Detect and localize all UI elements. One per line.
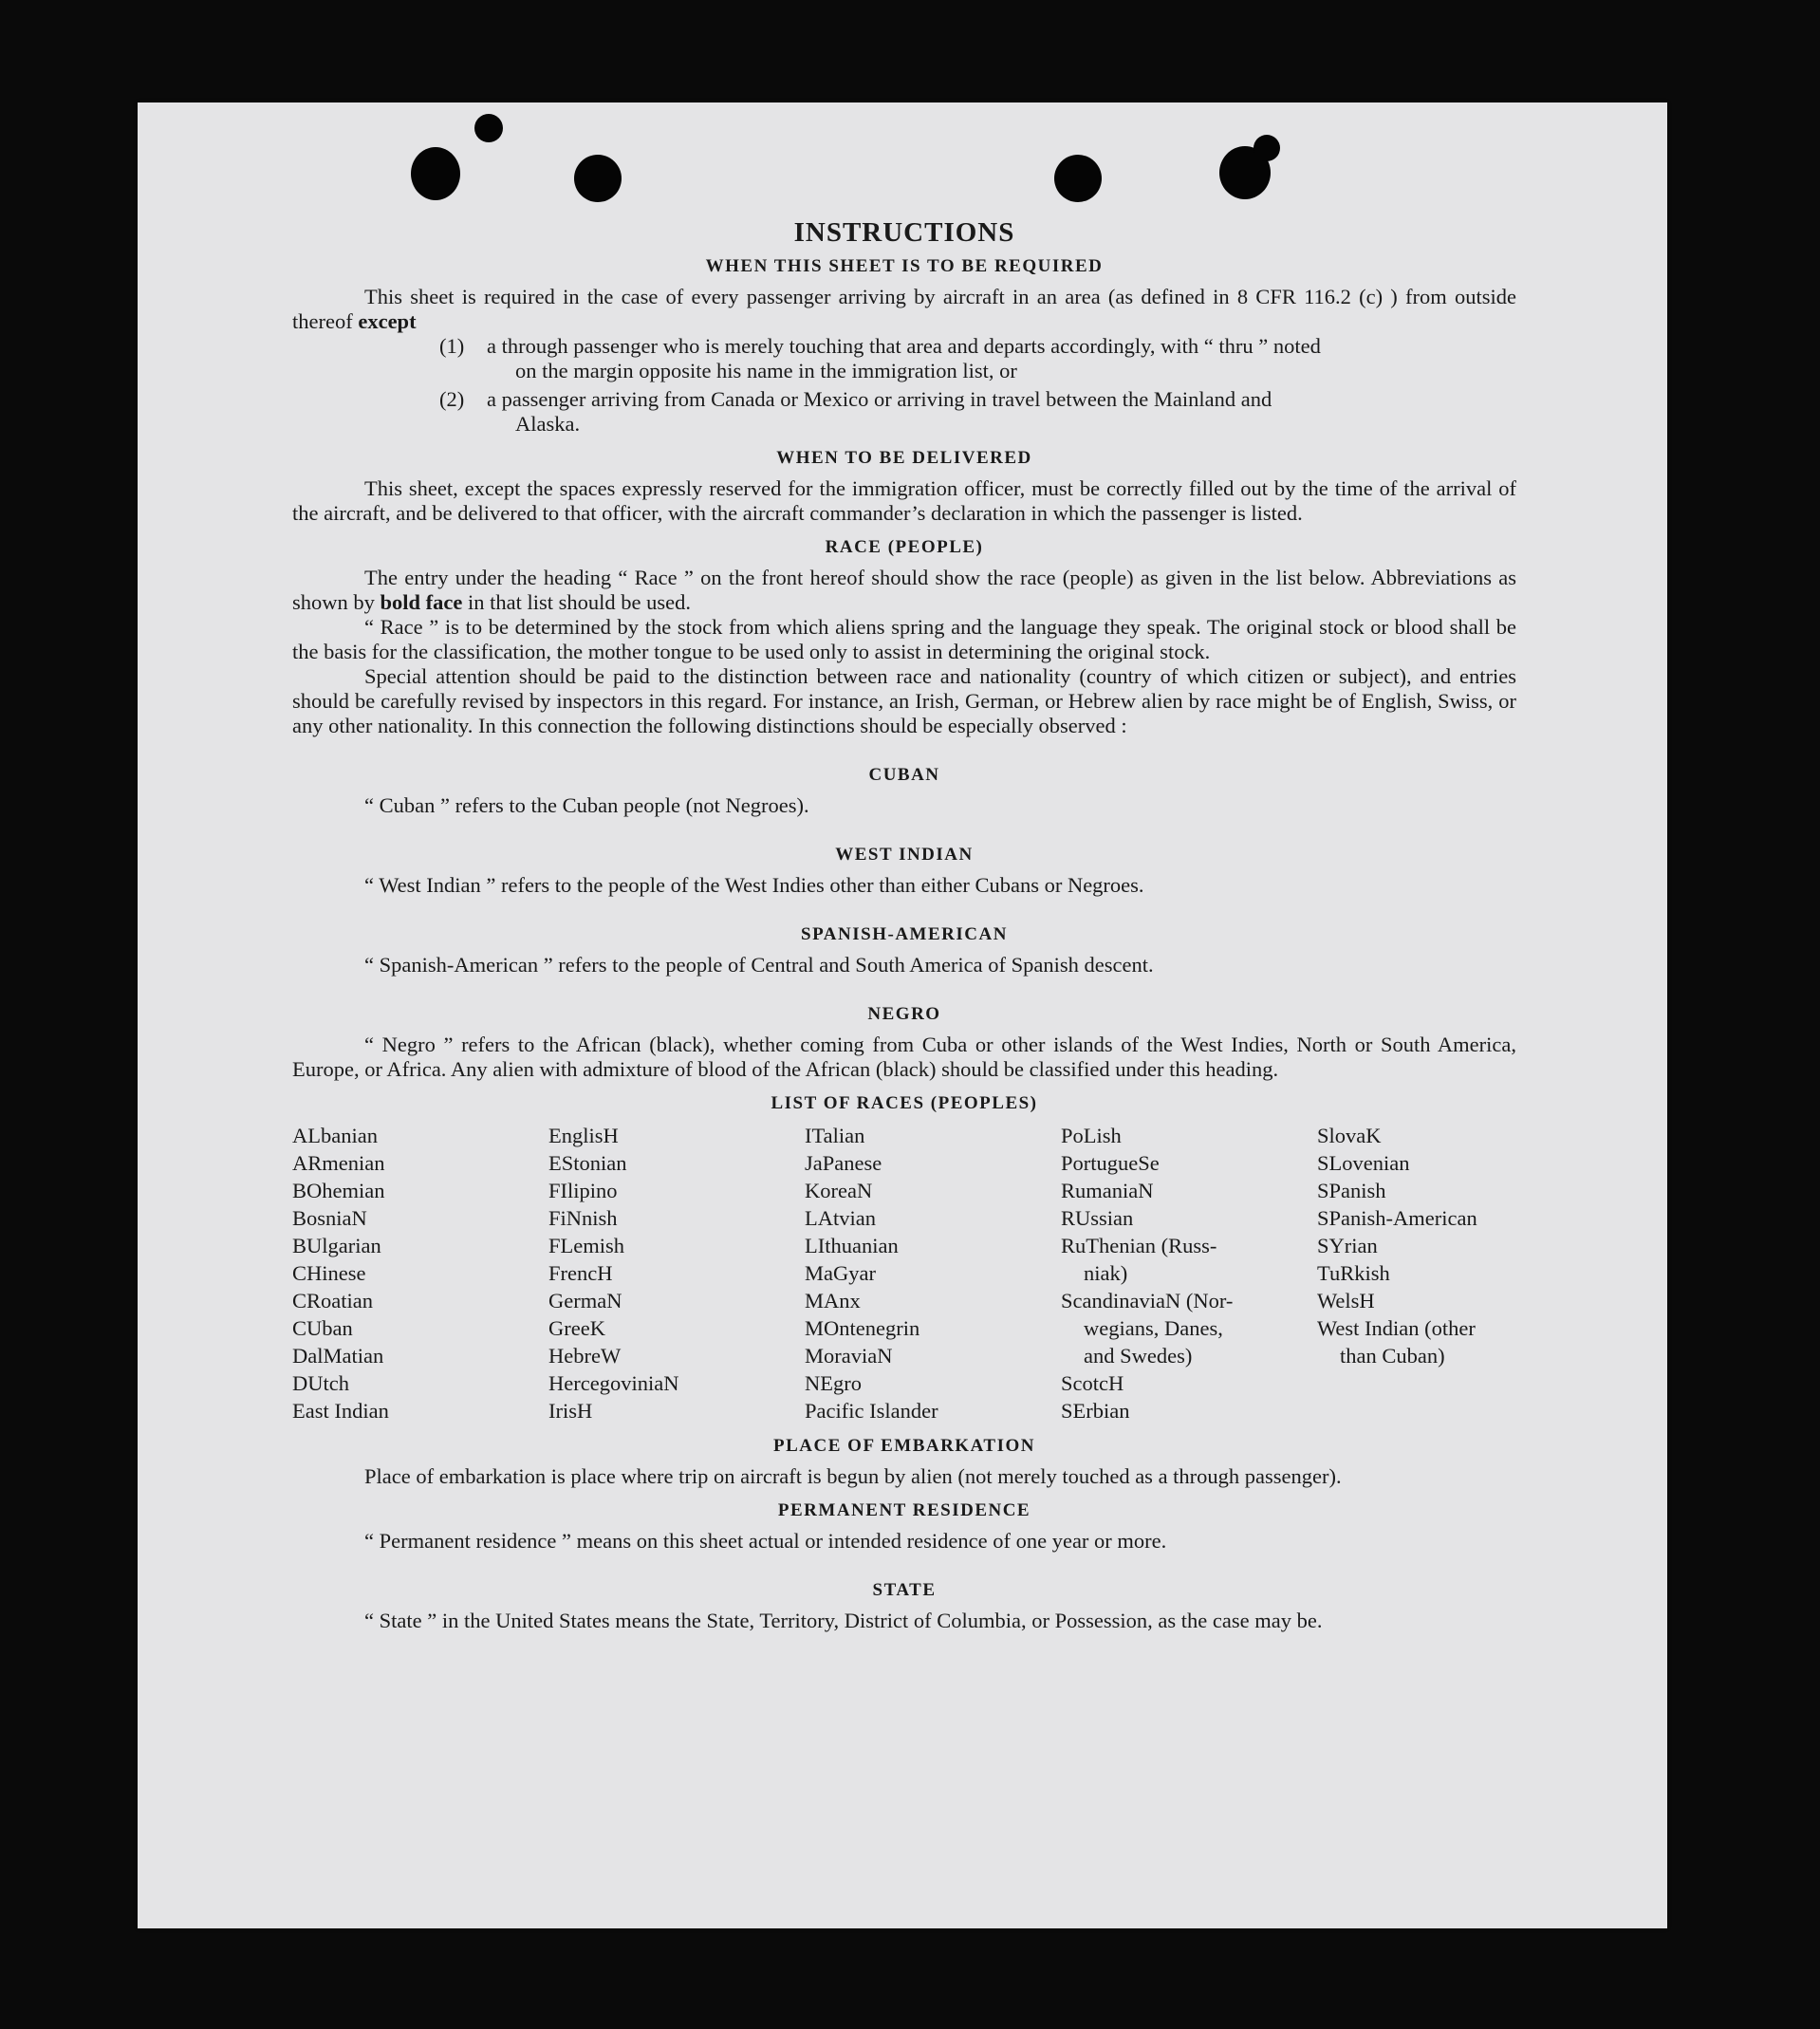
race-item: CRoatian <box>292 1289 373 1312</box>
race-item: ITalian <box>805 1124 865 1147</box>
punch-hole <box>474 114 503 142</box>
punch-hole <box>574 155 622 202</box>
heading-spanish-american: SPANISH-AMERICAN <box>801 924 1008 944</box>
race-item: PoLish <box>1061 1124 1122 1147</box>
list-number: (2) <box>439 387 465 411</box>
race-item: Pacific Islander <box>805 1399 938 1423</box>
race-item: FrencH <box>548 1261 613 1285</box>
west-indian-text: “ West Indian ” refers to the people of the West Indies other than either Cubans or Negroes. <box>364 873 1144 897</box>
race-item: FiNnish <box>548 1206 618 1230</box>
race-item: SYrian <box>1317 1234 1378 1257</box>
heading-when-delivered: WHEN TO BE DELIVERED <box>776 448 1032 468</box>
race-item: GermaN <box>548 1289 622 1312</box>
race-item: LIthuanian <box>805 1234 899 1257</box>
race-item: RumaniaN <box>1061 1179 1154 1202</box>
state-text: “ State ” in the United States means the State, Territory, District of Columbia, or Possession, as the case may be. <box>364 1609 1323 1632</box>
race-item: MAnx <box>805 1289 861 1312</box>
race-column <box>1317 1122 1526 1424</box>
list-item: (2) a passenger arriving from Canada or Mexico or arriving in travel between the Mainland and Alaska. <box>439 387 1272 436</box>
list-item: (1) a through passenger who is merely touching that area and departs accordingly, with “ thru ” noted on the margin opposite his name in the immigration list, or <box>439 334 1321 382</box>
race-item: ARmenian <box>292 1151 385 1175</box>
race-paragraph-2: “ Race ” is to be determined by the stock from which aliens spring and the language they speak. The original stock or blood shall be the basis for the classification, the mother tongue to be used only to assist in determining the original stock. <box>292 615 1516 663</box>
race-item: SlovaK <box>1317 1124 1382 1147</box>
race-item: PortugueSe <box>1061 1151 1160 1175</box>
heading-state: STATE <box>872 1580 937 1600</box>
negro-text: “ Negro ” refers to the African (black), whether coming from Cuba or other islands of the West Indies, North or South America, Europe, or Africa. Any alien with admixture of blood of the African (black) should be classified under this heading. <box>292 1033 1516 1081</box>
race-item: FIlipino <box>548 1179 618 1202</box>
race-item: NEgro <box>805 1371 862 1395</box>
race-item: MaGyar <box>805 1261 876 1285</box>
punch-hole <box>411 147 460 200</box>
race-item: RuThenian (Russ- niak) <box>1061 1234 1217 1285</box>
document-sheet <box>138 102 1667 1928</box>
race-item: GreeK <box>548 1316 605 1340</box>
race-item: CHinese <box>292 1261 366 1285</box>
race-paragraph-3: Special attention should be paid to the distinction between race and nationality (country of which citizen or subject), and entries should be carefully revised by inspectors in this regard. For instance, an Irish, German, or Hebrew alien by race might be of English, Swiss, or any other nationality. In this connection the following distinctions should be especially observed : <box>292 664 1516 737</box>
embarkation-text: Place of embarkation is place where trip on aircraft is begun by alien (not merely touched as a through passenger). <box>364 1464 1342 1488</box>
race-item: HebreW <box>548 1344 622 1368</box>
race-item: WelsH <box>1317 1289 1375 1312</box>
race-item: BosniaN <box>292 1206 367 1230</box>
race-item: IrisH <box>548 1399 593 1423</box>
race-item: SErbian <box>1061 1399 1130 1423</box>
race-item: SLovenian <box>1317 1151 1410 1175</box>
race-item: ScotcH <box>1061 1371 1124 1395</box>
race-item: HercegoviniaN <box>548 1371 679 1395</box>
race-item: MoraviaN <box>805 1344 893 1368</box>
heading-place-of-embarkation: PLACE OF EMBARKATION <box>773 1436 1035 1456</box>
instructions-content <box>292 217 1516 1633</box>
residence-text: “ Permanent residence ” means on this sheet actual or intended residence of one year or more. <box>364 1529 1167 1553</box>
punch-hole <box>1054 155 1102 202</box>
race-item: TuRkish <box>1317 1261 1390 1285</box>
race-list <box>292 1122 1516 1424</box>
heading-race: RACE (PEOPLE) <box>825 537 984 557</box>
heading-permanent-residence: PERMANENT RESIDENCE <box>777 1500 1031 1520</box>
heading-west-indian: WEST INDIAN <box>835 845 974 865</box>
race-item: DalMatian <box>292 1344 384 1368</box>
race-item: ScandinaviaN (Nor- wegians, Danes, and Swedes) <box>1061 1289 1234 1368</box>
race-column <box>548 1122 805 1424</box>
race-column <box>805 1122 1061 1424</box>
punch-hole <box>1254 135 1280 161</box>
race-item: EStonian <box>548 1151 627 1175</box>
cuban-text: “ Cuban ” refers to the Cuban people (not Negroes). <box>364 793 809 817</box>
heading-cuban: CUBAN <box>868 765 940 785</box>
spanish-american-text: “ Spanish-American ” refers to the people of Central and South America of Spanish descent. <box>364 953 1154 977</box>
race-item: JaPanese <box>805 1151 882 1175</box>
race-item: East Indian <box>292 1399 389 1423</box>
race-item: FLemish <box>548 1234 625 1257</box>
race-paragraph-1: The entry under the heading “ Race ” on the front hereof should show the race (people) as given in the list below. Abbreviations as shown by bold face in that list should be used. <box>292 566 1516 614</box>
race-item: RUssian <box>1061 1206 1134 1230</box>
required-intro: This sheet is required in the case of every passenger arriving by aircraft in an area (as defined in 8 CFR 116.2 (c) ) from outside thereof except <box>292 285 1516 333</box>
page-title: INSTRUCTIONS <box>793 217 1015 248</box>
race-item: EnglisH <box>548 1124 619 1147</box>
race-item: LAtvian <box>805 1206 876 1230</box>
race-item: CUban <box>292 1316 353 1340</box>
race-item: ALbanian <box>292 1124 378 1147</box>
race-item: KoreaN <box>805 1179 873 1202</box>
race-column <box>292 1122 548 1424</box>
race-item: BOhemian <box>292 1179 385 1202</box>
heading-list-of-races: LIST OF RACES (PEOPLES) <box>771 1093 1038 1113</box>
heading-negro: NEGRO <box>867 1004 941 1024</box>
race-column <box>1061 1122 1317 1424</box>
race-item: SPanish-American <box>1317 1206 1477 1230</box>
race-item: SPanish <box>1317 1179 1386 1202</box>
race-item: MOntenegrin <box>805 1316 920 1340</box>
race-item: DUtch <box>292 1371 349 1395</box>
list-number: (1) <box>439 334 465 358</box>
delivered-text: This sheet, except the spaces expressly reserved for the immigration officer, must be correctly filled out by the time of the arrival of the aircraft, and be delivered to that officer, with the aircraft commander’s declaration in which the passenger is listed. <box>292 476 1516 525</box>
race-item: BUlgarian <box>292 1234 381 1257</box>
heading-when-required: WHEN THIS SHEET IS TO BE REQUIRED <box>705 256 1104 276</box>
race-item: West Indian (other than Cuban) <box>1317 1316 1476 1368</box>
